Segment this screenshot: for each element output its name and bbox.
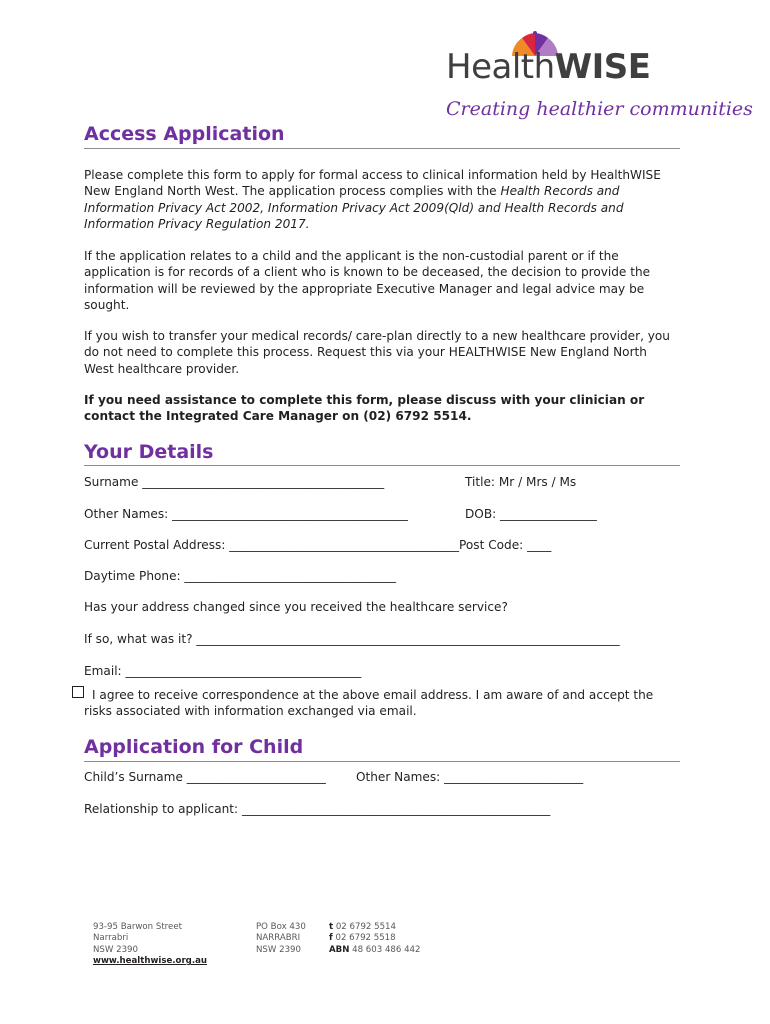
email-consent-label: I agree to receive correspondence at the above email address. I am aware of and accept the risks associated with information exchanged via email. [84, 688, 654, 719]
dob-field[interactable]: DOB: ________________ [465, 507, 597, 521]
intro-paragraph [84, 167, 676, 233]
your-details-heading: Your Details [84, 441, 214, 463]
daytime-phone-field[interactable]: Daytime Phone: ___________________________________ [84, 569, 397, 583]
footer-address-line: Narrabri [93, 933, 129, 944]
intro-text: Please complete this form to apply for formal access to clinical information held by HealthWISE New England North West. The application process complies with the [84, 168, 661, 199]
application-for-child-heading: Application for Child [84, 736, 304, 758]
child-deceased-paragraph: If the application relates to a child and the applicant is the non-custodial parent or if the application is for records of a client who is known to be deceased, the decision to provide the information will be reviewed by the appropriate Executive Manager and legal advice may be sought. [84, 249, 651, 313]
email-consent-checkbox[interactable] [72, 686, 84, 698]
abn-label: ABN [329, 944, 350, 955]
footer-street-address [93, 922, 207, 968]
heading-rule [84, 465, 680, 466]
footer-po-line: NSW 2390 [256, 944, 301, 955]
footer-abn [329, 945, 420, 956]
previous-address-field[interactable]: If so, what was it? ______________________________________________________________________ [84, 632, 620, 646]
footer-address-line: NSW 2390 [93, 944, 138, 955]
child-other-names-field[interactable]: Other Names: _______________________ [356, 770, 584, 784]
footer-phone [329, 922, 420, 933]
access-application-heading: Access Application [84, 123, 285, 145]
footer-fax [329, 933, 420, 944]
transfer-paragraph: If you wish to transfer your medical records/ care-plan directly to a new healthcare provider, you do not need to complete this process. Request this via your HEALTHWISE New England North West healthcare provider. [84, 329, 670, 376]
phone-label: t [329, 922, 334, 932]
address-changed-question: Has your address changed since you received the healthcare service? [84, 600, 508, 614]
footer-contact [329, 922, 420, 956]
fax-label: f [329, 933, 333, 944]
heading-rule [84, 148, 680, 149]
footer-website-link[interactable]: www.healthwise.org.au [93, 956, 208, 967]
footer-po-line: PO Box 430 [256, 922, 306, 932]
relationship-field[interactable]: Relationship to applicant: ___________________________________________________ [84, 802, 551, 816]
fax-value: 02 6792 5518 [332, 933, 396, 944]
postal-address-field[interactable]: Current Postal Address: ______________________________________Post Code: ____ [84, 538, 552, 552]
brand-wise: WISE [554, 47, 651, 87]
phone-value: 02 6792 5514 [333, 922, 396, 932]
surname-field[interactable]: Surname ________________________________________ [84, 475, 385, 489]
other-names-field[interactable]: Other Names: _______________________________________ [84, 507, 408, 521]
footer-address-line: 93-95 Barwon Street [93, 922, 182, 932]
email-field[interactable]: Email: _______________________________________ [84, 664, 362, 678]
child-surname-field[interactable]: Child’s Surname _______________________ [84, 770, 326, 784]
heading-rule [84, 761, 680, 762]
brand-tagline: Creating healthier communities [446, 98, 753, 120]
abn-value: 48 603 486 442 [349, 944, 421, 955]
brand-health: Health [446, 47, 555, 87]
legislation-text: Health Records and Information Privacy Act 2002, Information Privacy Act 2009(Qld) and Health Records and Information Privacy Regulation 2017. [84, 184, 624, 232]
brand-wordmark [446, 47, 651, 87]
assistance-paragraph: If you need assistance to complete this form, please discuss with your clinician or contact the Integrated Care Manager on (02) 6792 5514. [84, 393, 645, 424]
footer-po-line: NARRABRI [256, 933, 301, 944]
title-field[interactable]: Title: Mr / Mrs / Ms [465, 475, 577, 489]
footer-postal-address [256, 922, 306, 956]
healthwise-logo [444, 30, 753, 126]
